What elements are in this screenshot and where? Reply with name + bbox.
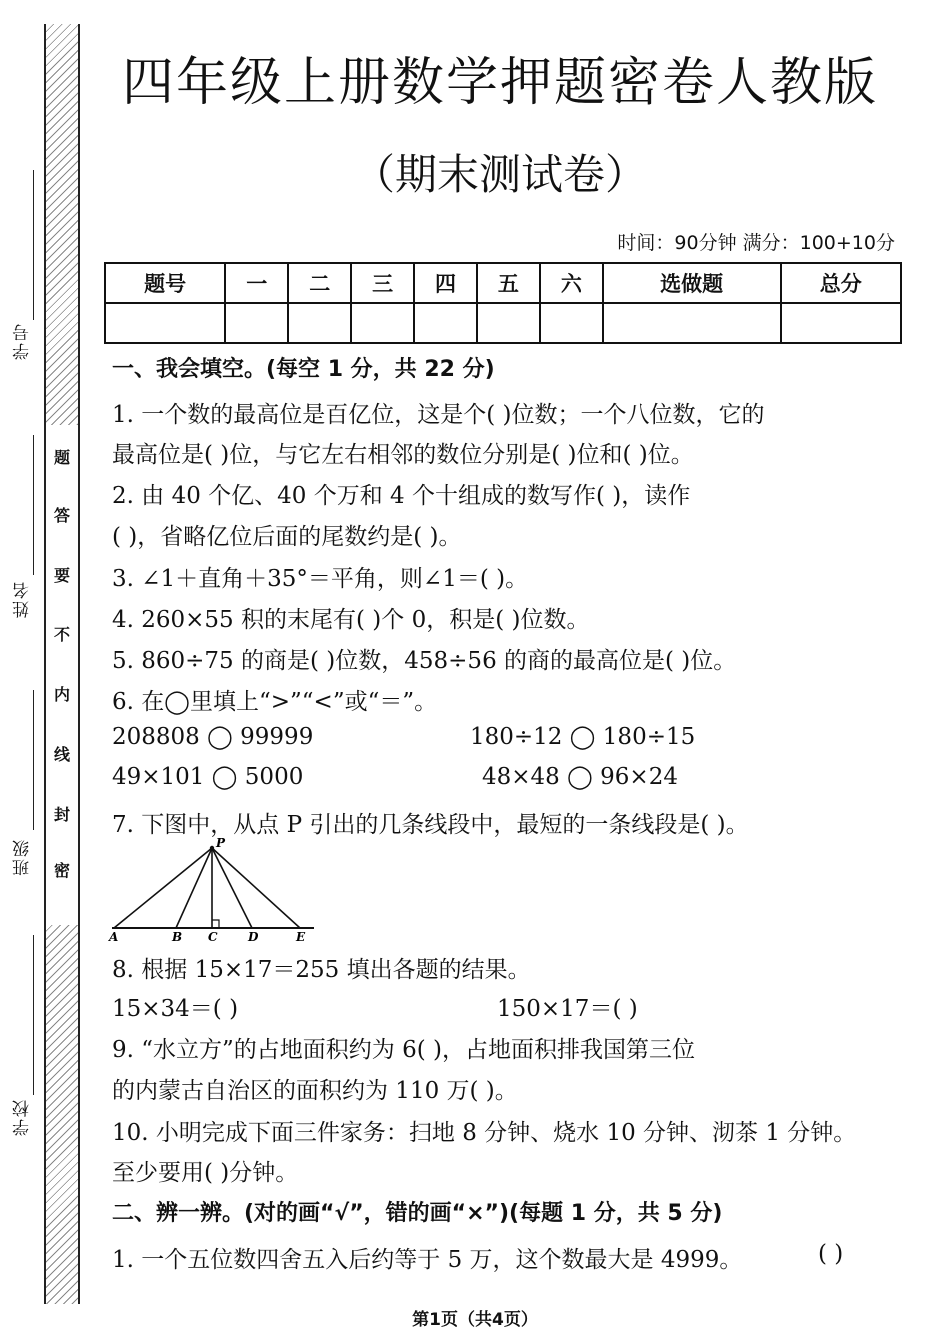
score-header-cell: 选做题: [603, 263, 781, 303]
page-title: 四年级上册数学押题密卷人教版: [121, 53, 878, 113]
judge-question-1: 1. 一个五位数四舍五入后约等于 5 万，这个数最大是 4999。: [112, 1247, 743, 1273]
name-label: 姓名: [13, 580, 33, 618]
score-header-cell: 四: [414, 263, 477, 303]
question-8: 8. 根据 15×17＝255 填出各题的结果。: [112, 957, 531, 983]
score-cell[interactable]: [351, 303, 414, 343]
score-cell[interactable]: [540, 303, 603, 343]
question-5: 5. 860÷75 的商是( )位数，458÷56 的商的最高位是( )位。: [112, 648, 737, 674]
page-footer: 第1页（共4页）: [412, 1310, 538, 1330]
class-line: [33, 690, 34, 830]
question-1-line-2: 最高位是( )位，与它左右相邻的数位分别是( )位和( )位。: [112, 442, 694, 468]
student-id-line: [33, 170, 34, 320]
score-header-cell: 一: [225, 263, 288, 303]
question-8-item: 150×17＝( ): [497, 996, 638, 1022]
score-table-blank-row: [105, 303, 901, 343]
figure-label-e: E: [296, 930, 306, 944]
score-header-cell: 题号: [105, 263, 225, 303]
figure-label-c: C: [208, 930, 218, 944]
question-6-item: 49×101 ◯ 5000: [112, 764, 304, 790]
question-3: 3. ∠1＋直角＋35°＝平角，则∠1＝( )。: [112, 566, 529, 592]
score-cell[interactable]: [105, 303, 225, 343]
question-6-item: 48×48 ◯ 96×24: [482, 764, 678, 790]
binding-warning-char: 不: [53, 625, 70, 644]
question-9-line-1: 9. “水立方”的占地面积约为 6( )，占地面积排我国第三位: [112, 1037, 695, 1063]
score-cell[interactable]: [477, 303, 540, 343]
school-label: 学校: [13, 1098, 33, 1136]
binding-warning-area: [46, 425, 78, 925]
score-header-cell: 六: [540, 263, 603, 303]
question-7: 7. 下图中，从点 P 引出的几条线段中，最短的一条线段是( )。: [112, 812, 749, 838]
score-cell[interactable]: [288, 303, 351, 343]
student-id-label: 学号: [13, 322, 33, 360]
time-info: 时间：90分钟 满分：100+10分: [617, 232, 895, 254]
question-1-line-1: 1. 一个数的最高位是百亿位，这是个( )位数；一个八位数，它的: [112, 402, 765, 428]
question-10-line-1: 10. 小明完成下面三件家务：扫地 8 分钟、烧水 10 分钟、沏茶 1 分钟。: [112, 1120, 857, 1146]
score-header-cell: 三: [351, 263, 414, 303]
question-8-item: 15×34＝( ): [112, 996, 239, 1022]
binding-warning-char: 线: [53, 745, 70, 764]
score-table: [104, 262, 902, 344]
binding-warning-char: 题: [53, 448, 70, 467]
score-header-cell: 五: [477, 263, 540, 303]
judge-answer-paren: ( ): [818, 1241, 844, 1267]
score-header-cell: 总分: [781, 263, 901, 303]
score-header-cell: 二: [288, 263, 351, 303]
figure-label-p: P: [216, 836, 226, 850]
line-segments-figure: [106, 836, 320, 946]
question-4: 4. 260×55 积的末尾有( )个 0，积是( )位数。: [112, 607, 590, 633]
page-subtitle: （期末测试卷）: [352, 150, 647, 199]
binding-warning-char: 封: [53, 805, 70, 824]
binding-warning-char: 内: [53, 685, 70, 704]
binding-warning-char: 答: [53, 506, 70, 525]
question-6-item: 208808 ◯ 99999: [112, 724, 314, 750]
school-line: [33, 935, 34, 1095]
score-cell[interactable]: [603, 303, 781, 343]
figure-label-a: A: [109, 930, 119, 944]
binding-warning-char: 要: [53, 566, 70, 585]
score-table-header-row: [105, 263, 901, 303]
binding-warning-char: 密: [53, 861, 70, 880]
question-2-line-2: ( )，省略亿位后面的尾数约是( )。: [112, 524, 462, 550]
name-line: [33, 435, 34, 575]
score-cell[interactable]: [414, 303, 477, 343]
question-6: 6. 在◯里填上“>”“<”或“＝”。: [112, 689, 438, 715]
section1-heading: 一、我会填空。(每空 1 分，共 22 分): [112, 357, 495, 382]
question-10-line-2: 至少要用( )分钟。: [112, 1160, 299, 1186]
figure-label-b: B: [172, 930, 183, 944]
section2-heading: 二、辨一辨。(对的画“√”，错的画“×”)(每题 1 分，共 5 分): [112, 1201, 723, 1226]
class-label: 班级: [13, 838, 33, 876]
score-cell[interactable]: [781, 303, 901, 343]
score-cell[interactable]: [225, 303, 288, 343]
question-9-line-2: 的内蒙古自治区的面积约为 110 万( )。: [112, 1078, 518, 1104]
figure-label-d: D: [248, 930, 259, 944]
question-6-item: 180÷12 ◯ 180÷15: [470, 724, 696, 750]
question-2-line-1: 2. 由 40 个亿、40 个万和 4 个十组成的数写作( )，读作: [112, 483, 691, 509]
